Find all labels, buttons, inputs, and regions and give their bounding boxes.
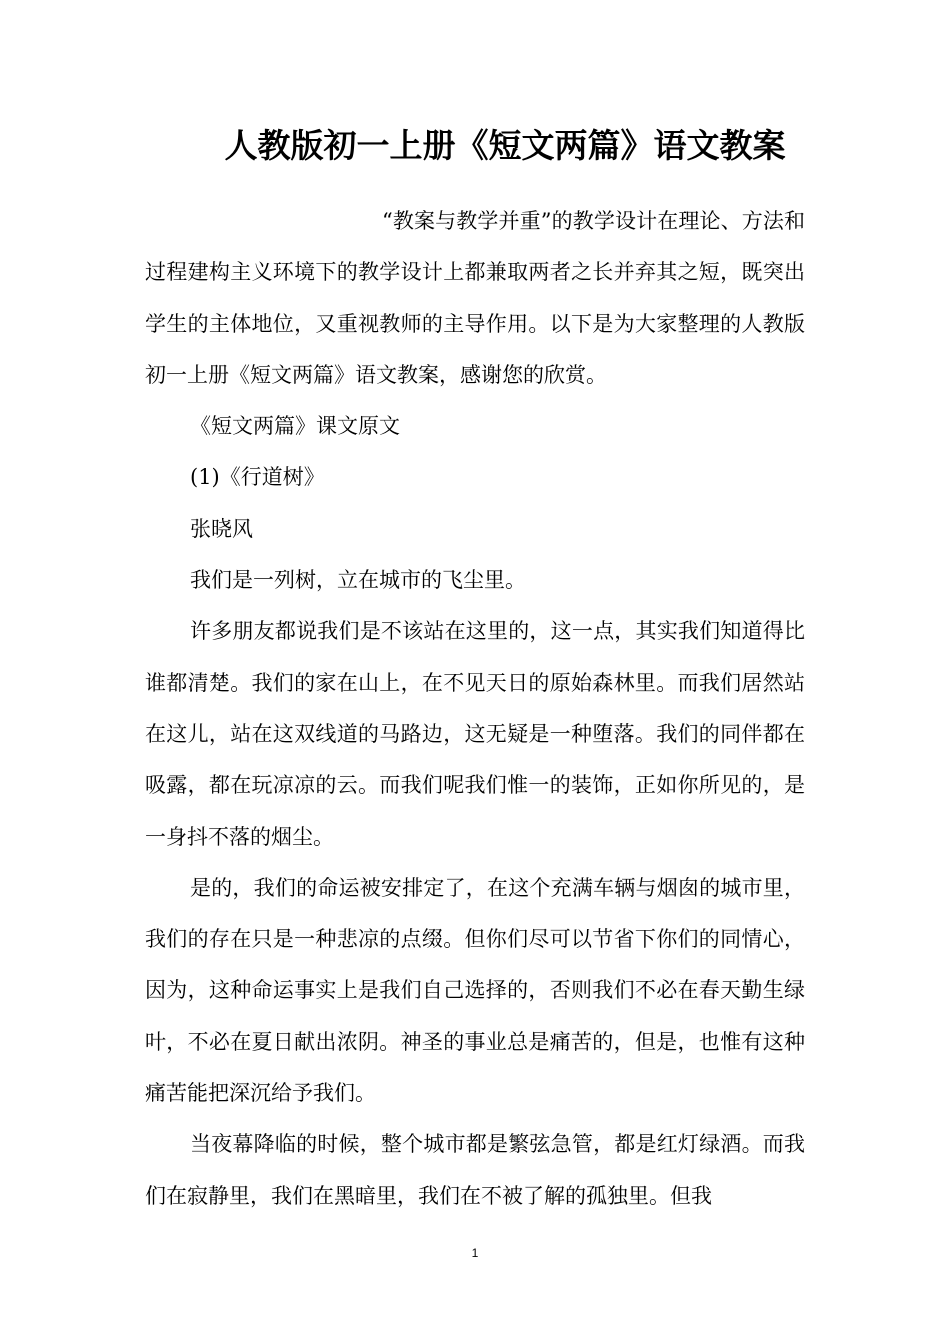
body-paragraph: 当夜幕降临的时候，整个城市都是繁弦急管，都是红灯绿酒。而我们在寂静里，我们在黑暗里，我们在不被了解的孤独里。但我 xyxy=(145,1132,805,1208)
page-number: 1 xyxy=(471,1246,479,1260)
document-title: 人教版初一上册《短文两篇》语文教案 xyxy=(224,126,786,165)
article-author: 张晓风 xyxy=(190,516,253,541)
intro-paragraph: “教案与教学并重”的教学设计在理论、方法和过程建构主义环境下的教学设计上都兼取两者之长并弃其之短，既突出学生的主体地位，又重视教师的主导作用。以下是为大家整理的人教版初一上册《短文两篇》语文教案，感谢您的欣赏。 xyxy=(145,209,805,387)
document-body xyxy=(145,196,805,1222)
body-paragraph: 许多朋友都说我们是不该站在这里的，这一点，其实我们知道得比谁都清楚。我们的家在山上，在不见天日的原始森林里。而我们居然站在这儿，站在这双线道的马路边，这无疑是一种堕落。我们的同伴都在吸露，都在玩凉凉的云。而我们呢我们惟一的装饰，正如你所见的，是一身抖不落的烟尘。 xyxy=(145,619,805,849)
article-title: (1)《行道树》 xyxy=(190,465,325,490)
body-paragraph: 是的，我们的命运被安排定了，在这个充满车辆与烟囱的城市里，我们的存在只是一种悲凉的点缀。但你们尽可以节省下你们的同情心，因为，这种命运事实上是我们自己选择的，否则我们不必在春天勤生绿叶，不必在夏日献出浓阴。神圣的事业总是痛苦的，但是，也惟有这种痛苦能把深沉给予我们。 xyxy=(145,875,805,1106)
section-heading: 《短文两篇》课文原文 xyxy=(190,414,400,439)
body-paragraph: 我们是一列树，立在城市的飞尘里。 xyxy=(190,568,526,593)
